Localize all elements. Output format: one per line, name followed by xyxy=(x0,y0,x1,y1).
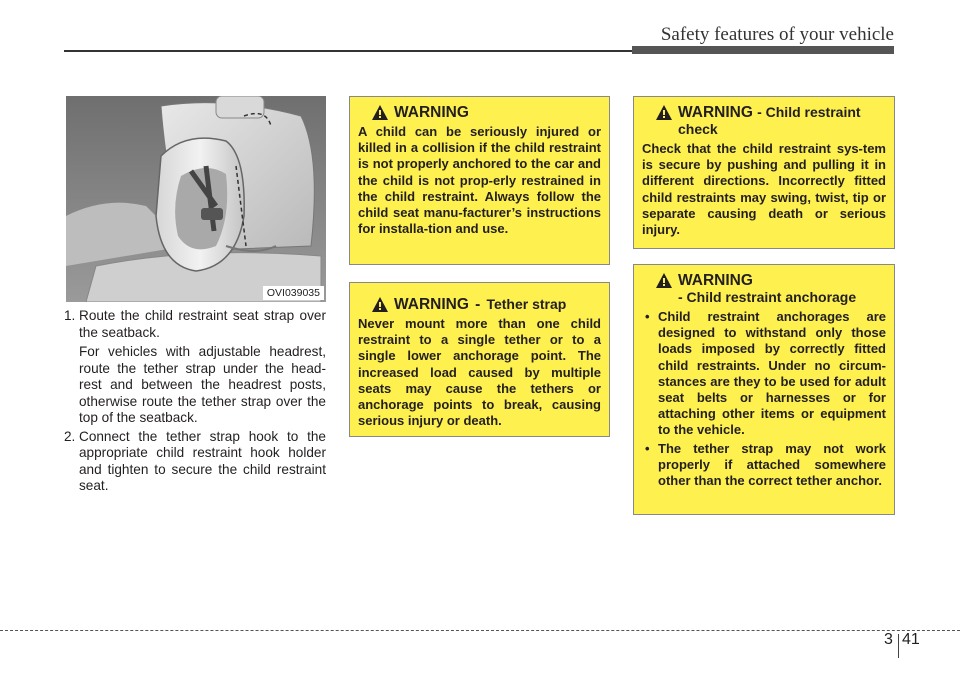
warning-title: WARNING xyxy=(678,272,753,289)
page-number: 41 xyxy=(902,631,920,648)
bullet-text: Child restraint anchorages are designed to withstand only those loads imposed by correctly fitted child restraints. Under no circum-stances are they to be used for adult seat belts or harnesses or for attaching other items or equipment to the vehicle. xyxy=(658,309,886,438)
warning-icon xyxy=(372,105,388,120)
warning-subtitle: - Child restraint anchorage xyxy=(678,289,857,305)
warning-dash: - xyxy=(475,296,481,313)
warning-box-anchorage xyxy=(633,264,895,515)
step-1 xyxy=(64,308,326,341)
warning-header xyxy=(358,104,601,121)
warning-title: WARNING xyxy=(394,104,469,121)
page-section-number: 3 xyxy=(884,631,893,648)
step-text: Connect the tether strap hook to the appropriate child restraint hook holder and tighten to secure the child restraint seat. xyxy=(79,428,326,493)
child-seat-drawing xyxy=(66,96,326,302)
warning-icon xyxy=(372,297,388,312)
bullet-text: The tether strap may not work properly if attached somewhere other than the correct tether anchor. xyxy=(658,440,886,489)
warning-text: A child can be seriously injured or killed in a collision if the child restraint is not properly anchored to the car and the child is not prop-erly restrained in the child restraint. Always follow the child seat manu-facturer’s instructions for installa-tion and use. xyxy=(358,124,601,237)
installation-steps xyxy=(64,308,326,495)
warning-box-tether xyxy=(349,282,610,437)
warning-title: WARNING xyxy=(394,296,469,313)
bullet-dot: • xyxy=(645,440,650,456)
warning-icon xyxy=(656,273,672,288)
warning-header xyxy=(642,272,886,306)
warning-box-check xyxy=(633,96,895,249)
step-number: 1. xyxy=(64,308,76,323)
warning-title: WARNING xyxy=(678,104,753,121)
warning-header xyxy=(642,104,886,138)
warning-icon xyxy=(656,105,672,120)
warning-subtitle: - Child restraint check xyxy=(678,104,861,137)
footer-dashed-rule xyxy=(0,630,960,631)
header-accent-bar xyxy=(632,46,894,54)
bullet-dot: • xyxy=(645,309,650,324)
child-seat-illustration xyxy=(66,96,326,302)
warning-subtitle: Tether strap xyxy=(486,296,567,312)
warning-text: Check that the child restraint sys-tem is secure by pushing and pulling it in different directions. Incorrectly fitted child restraints may swing, twist, tip or separate causing death or serious injury. xyxy=(642,141,886,238)
step-1-note: For vehicles with adjustable headrest, route the tether strap under the head-rest and between the headrest posts, otherwise route the tether strap over the top of the seatback. xyxy=(79,344,326,425)
step-text: Route the child restraint seat strap over the seatback. xyxy=(79,308,326,340)
figure-code: OVI039035 xyxy=(263,286,324,300)
warning-bullet xyxy=(642,441,886,490)
warning-header xyxy=(358,296,601,313)
step-number: 2. xyxy=(64,428,76,444)
warning-box-general xyxy=(349,96,610,265)
page-header-title: Safety features of your vehicle xyxy=(660,24,894,45)
step-2 xyxy=(64,429,326,495)
warning-text: Never mount more than one child restraint to a single tether or to a single lower anchorage point. The increased load caused by multiple seats may cause the tethers or anchorage points to break, causing serious injury or death. xyxy=(358,316,601,429)
page-number-divider xyxy=(898,634,899,658)
warning-bullet xyxy=(642,309,886,439)
warning-bullet-list xyxy=(642,309,886,489)
